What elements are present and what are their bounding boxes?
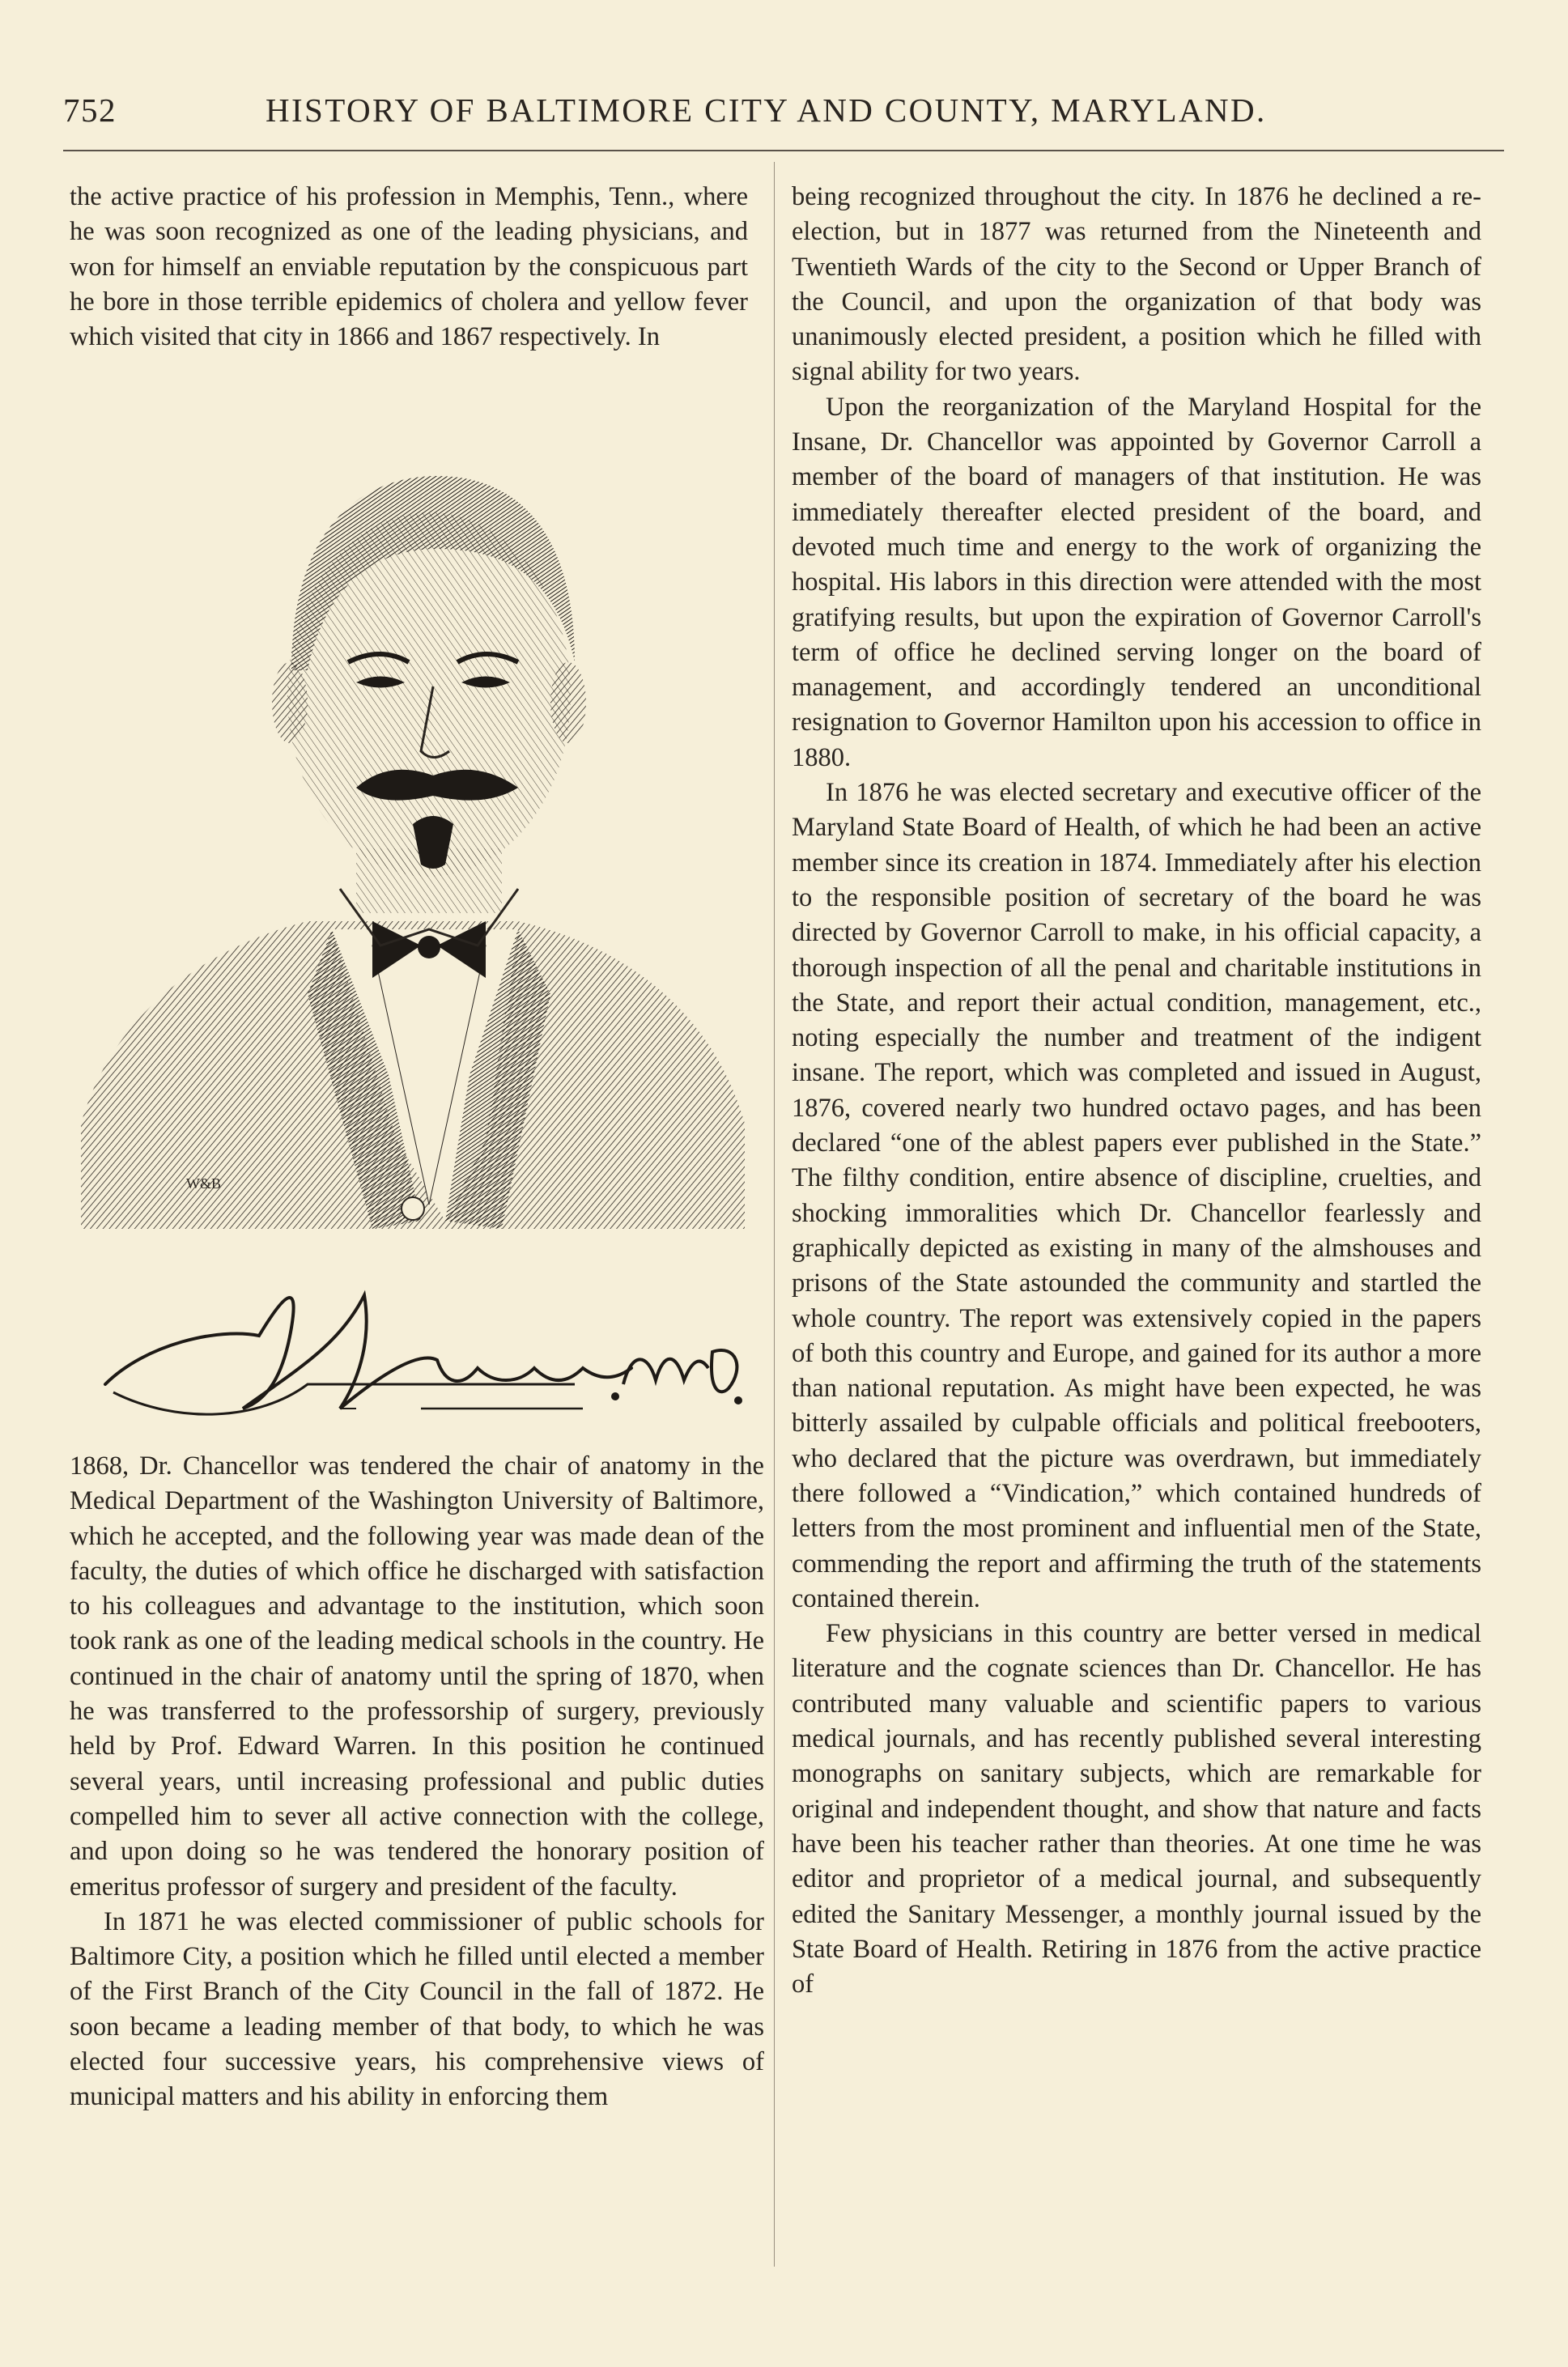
paragraph: being recognized throughout the city. In 1876 he declined a re-election, but in 1877 was returned from the Nineteenth and Twentieth Wards of the city to the Second or Upper Branch of the Council, and upon the organization of that body was unanimously elected president, a position which he filled with signal ability for two years. xyxy=(792,182,1481,387)
right-column xyxy=(792,180,1481,2002)
running-header xyxy=(63,91,1504,139)
left-column-top xyxy=(70,180,748,355)
header-rule xyxy=(63,150,1504,151)
paragraph: In 1876 he was elected secretary and executive officer of the Maryland State Board of Health, of which he had been an active member since its creation in 1874. Immediately after his election to the responsible position of secretary of the board he was directed by Governor Carroll to make, in his official capacity, a thorough inspection of all the penal and charitable institutions in the State, and report their actual condition, management, etc., noting especially the number and treatment of the indigent insane. The report, which was completed and issued in August, 1876, covered nearly two hundred octavo pages, and has been declared “one of the ablest papers ever published in the State.” The filthy condition, entire absence of discipline, cruelties, and shocking immoralities which Dr. Chancellor fearlessly and graphically depicted as existing in many of the almshouses and prisons of the State astounded the community and startled the whole country. The report was extensively copied in the papers of both this country and Europe, and gained for its author a more than national reputation. As might have been expected, he was bitterly assailed by culpable officials and political freebooters, who declared that the picture was overdrawn, but immediately there followed a “Vindication,” which contained hundreds of letters from the most prominent and influential men of the State, commending the report and affirming the truth of the statements contained therein. xyxy=(792,778,1481,1613)
page-number: 752 xyxy=(63,91,117,129)
paragraph: In 1871 he was elected commissioner of public schools for Baltimore City, a position which he filled until elected a member of the First Branch of the City Council in the fall of 1872. He soon became a leading member of that body, to which he was elected four successive years, his comprehensive views of municipal matters and his ability in enforcing them xyxy=(70,1906,764,2112)
portrait-engraving xyxy=(65,427,761,1229)
running-title: HISTORY OF BALTIMORE CITY AND COUNTY, MARYLAND. xyxy=(266,91,1267,129)
signature-flourish xyxy=(97,1247,745,1441)
signature-text xyxy=(97,1247,181,1256)
left-column-bottom xyxy=(70,1449,764,2115)
paragraph: the active practice of his profession in Memphis, Tenn., where he was soon recognized as one of the leading physicians, and won for himself an enviable reputation by the conspicuous part he bore in those terrible epidemics of cholera and yellow fever which visited that city in 1866 and 1867 respectively. In xyxy=(70,182,748,352)
column-divider xyxy=(774,162,775,2267)
paragraph: Upon the reorganization of the Maryland Hospital for the Insane, Dr. Chancellor was appointed by Governor Carroll a member of the board of managers of that institution. He was immediately thereafter elected president of the board, and devoted much time and energy to the work of organizing the hospital. His labors in this direction were attended with the most gratifying results, but upon the expiration of Governor Carroll's term of office he declined serving longer on the board of management, and accordingly tendered an unconditional resignation to Governor Hamilton upon his accession to office in 1880. xyxy=(792,392,1481,772)
signature xyxy=(97,1247,745,1441)
engraver-mark: W&B xyxy=(186,1175,221,1192)
paragraph: Few physicians in this country are better versed in medical literature and the cognate sciences than Dr. Chancellor. He has contributed many valuable and scientific papers to various medical journals, and has recently published several interesting monographs on sanitary subjects, which are remarkable for original and independent thought, and show that nature and facts have been his teacher rather than theories. At one time he was editor and proprietor of a medical journal, and subsequently edited the Sanitary Messenger, a monthly journal issued by the State Board of Health. Retiring in 1876 from the active practice of xyxy=(792,1619,1481,1999)
paragraph: 1868, Dr. Chancellor was tendered the chair of anatomy in the Medical Department of the Washington University of Baltimore, which he accepted, and the following year was made dean of the faculty, the duties of which office he discharged with satisfaction to his colleagues and advantage to the institution, which soon took rank as one of the leading medical schools in the country. He continued in the chair of anatomy until the spring of 1870, when he was transferred to the professorship of surgery, previously held by Prof. Edward Warren. In this position he continued several years, until increasing professional and public duties compelled him to sever all active connection with the college, and upon doing so he was tendered the honorary position of emeritus professor of surgery and president of the faculty. xyxy=(70,1451,764,1902)
